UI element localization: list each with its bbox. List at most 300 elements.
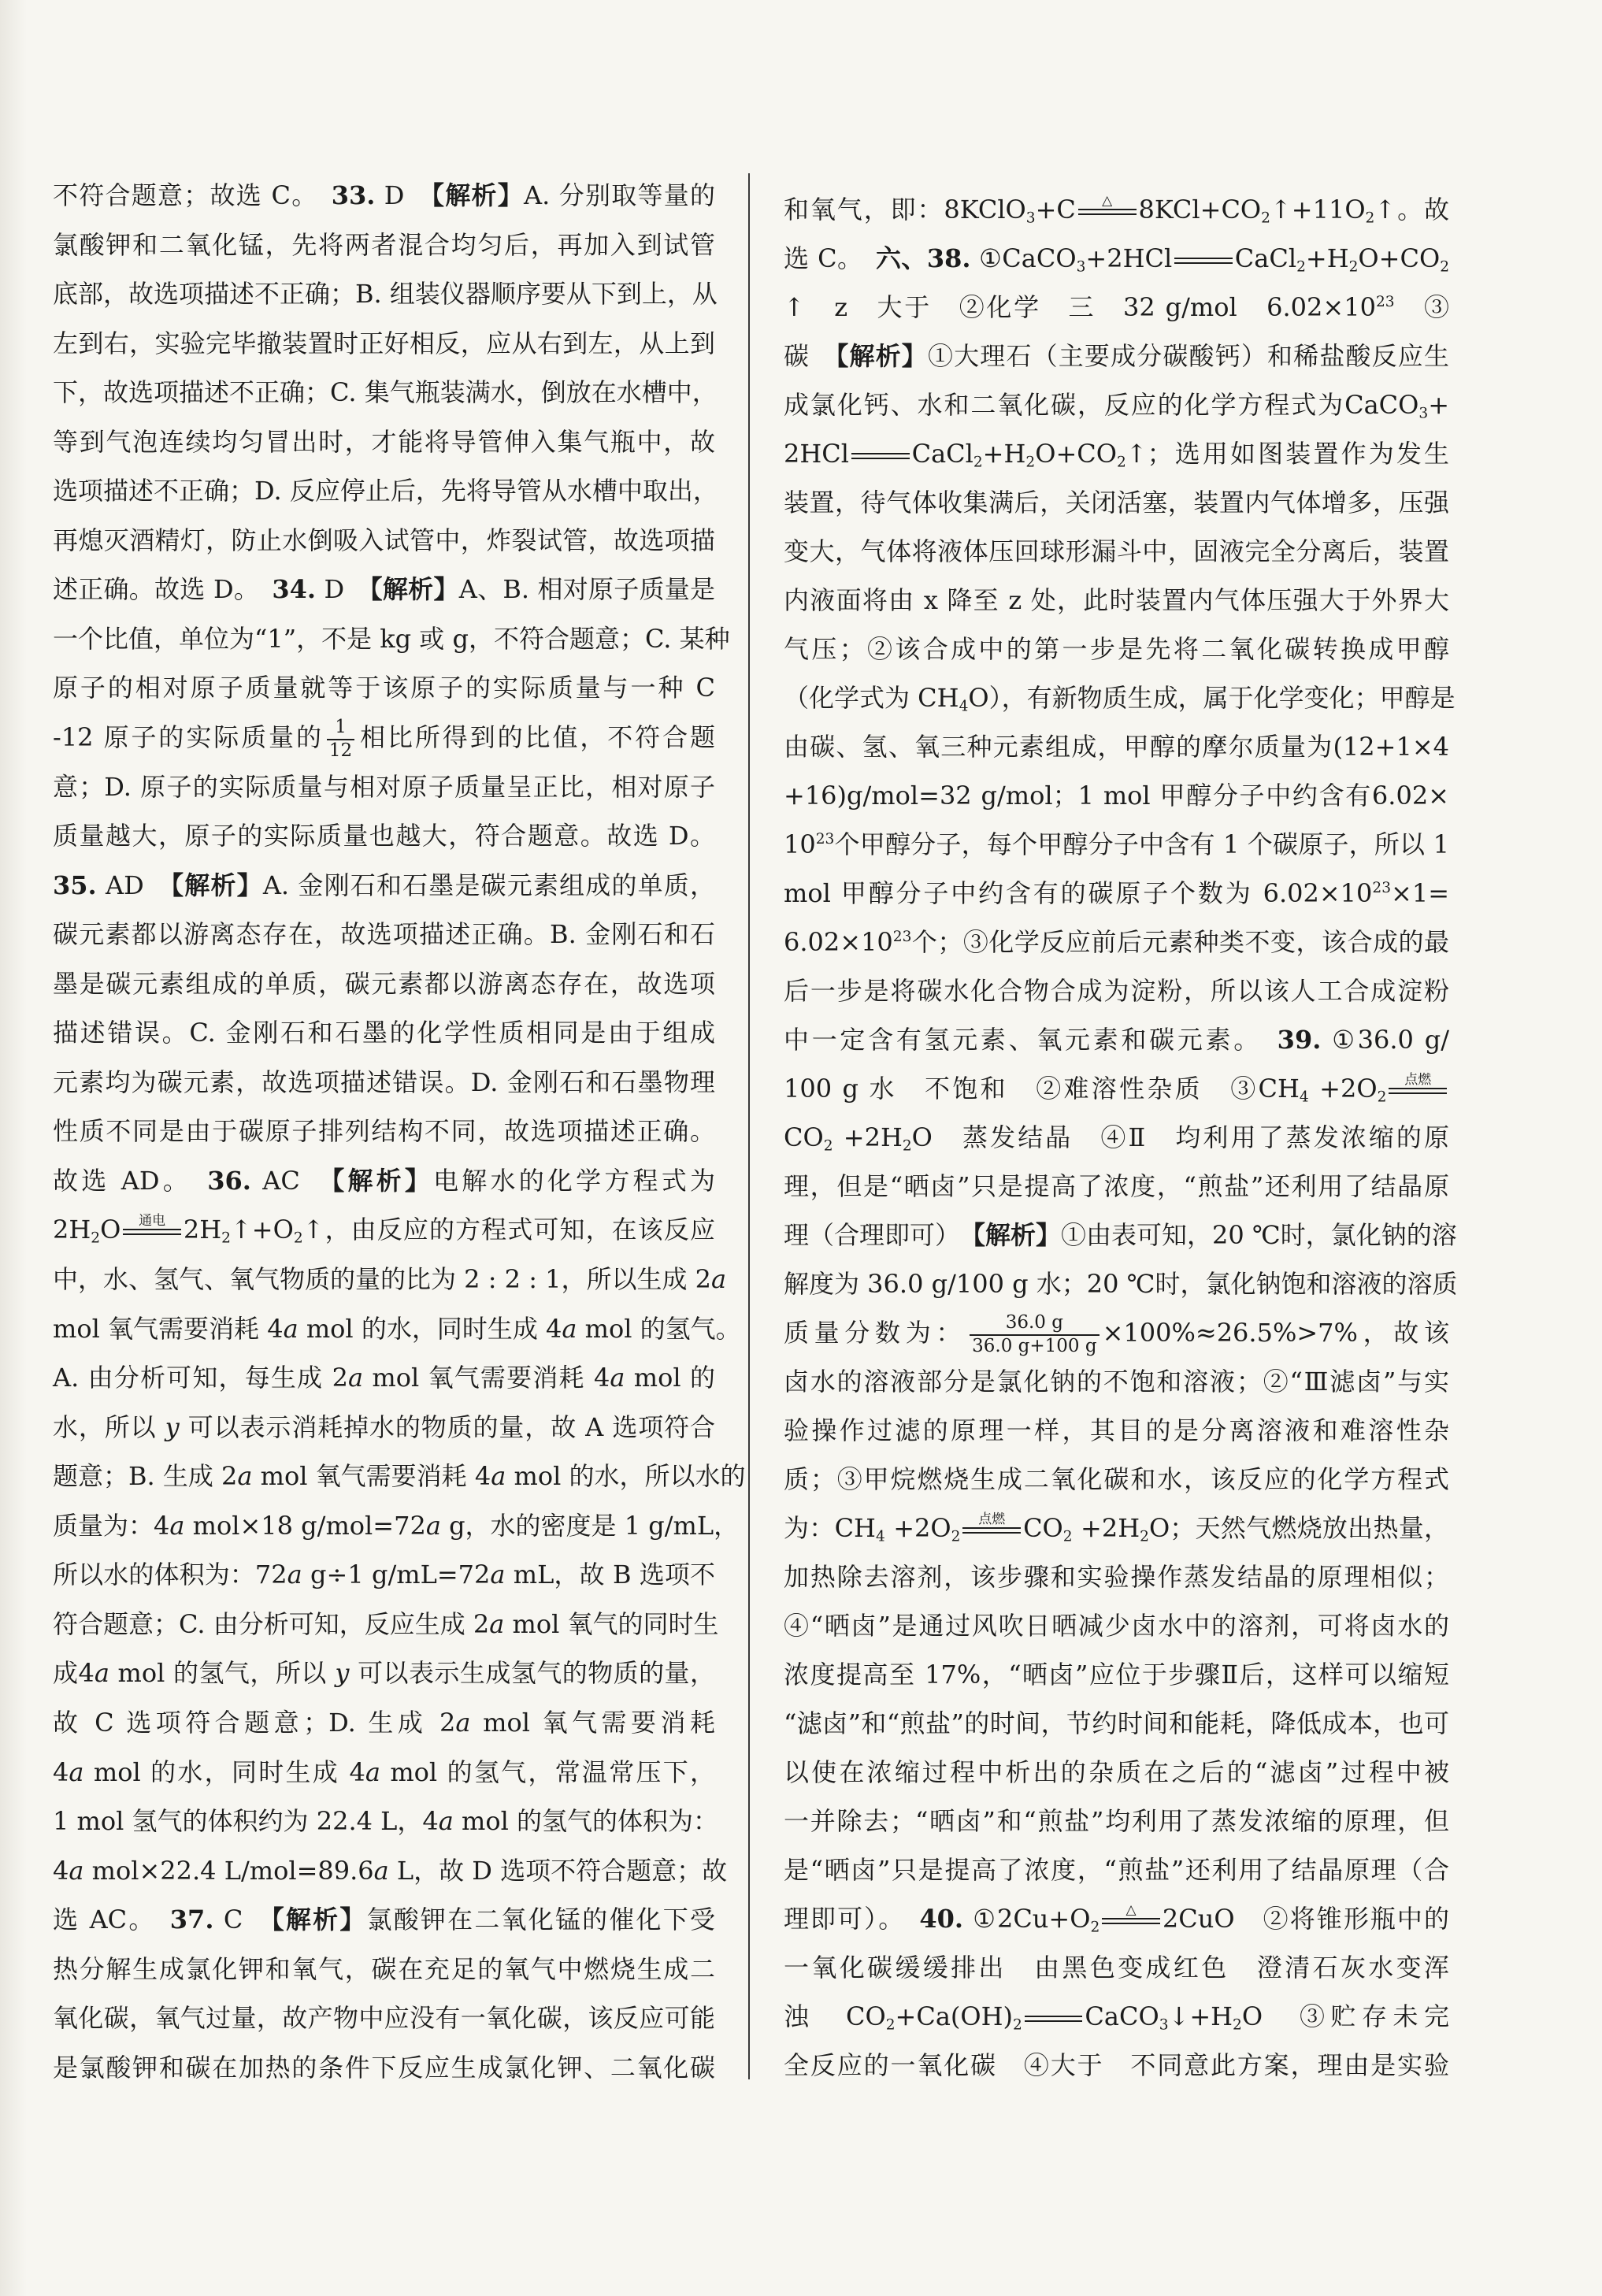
text-run: 不符合题意；故选 C。 bbox=[53, 180, 332, 210]
double-line bbox=[962, 1527, 1021, 1534]
text-run: 描述错误。C. 金刚石和石墨的化学性质相同是由于组成 bbox=[53, 1018, 715, 1048]
text-run: 4 bbox=[53, 1756, 69, 1787]
italic-variable: a bbox=[373, 1855, 389, 1886]
text-line bbox=[53, 1452, 746, 1501]
text-run: 可以表示生成氢气的物质的量， bbox=[349, 1658, 715, 1689]
subscript: 2 bbox=[1261, 210, 1270, 227]
text-line bbox=[53, 1353, 715, 1403]
text-run: ↑，由反应的方程式可知，在该反应 bbox=[302, 1215, 715, 1245]
text-run: ↑ z 大于 ②化学 三 32 g/mol 6.02×10 bbox=[784, 292, 1376, 322]
italic-variable: a bbox=[711, 1264, 727, 1295]
text-run: O+CO bbox=[1358, 243, 1441, 273]
text-run: 一并除去；“晒卤”和“煎盐”均利用了蒸发浓缩的原理，但 bbox=[784, 1806, 1449, 1836]
left-text-column bbox=[53, 171, 746, 2092]
text-run: +C bbox=[1035, 195, 1076, 224]
text-run: 故 C 选项符合题意；D. 生成 2 bbox=[53, 1707, 456, 1738]
text-line bbox=[784, 1162, 1449, 1211]
text-run: 质量分数为： bbox=[784, 1318, 967, 1348]
reaction-condition: △ bbox=[1125, 1901, 1137, 1918]
subscript: 2 bbox=[1377, 1089, 1387, 1106]
bold-label: 【解析】 bbox=[836, 341, 928, 371]
text-line bbox=[784, 625, 1449, 673]
text-run: 水，所以 bbox=[53, 1411, 165, 1442]
text-run: 电解水的化学方程式为 bbox=[433, 1165, 715, 1196]
text-run: CaCl bbox=[1234, 243, 1297, 273]
text-run: +2H bbox=[1072, 1513, 1140, 1543]
text-run: 底部，故选项描述不正确；B. 组装仪器顺序要从下到上，从 bbox=[53, 279, 718, 310]
text-run: 述正确。故选 D。 bbox=[53, 574, 273, 605]
text-run: 质量为：4 bbox=[53, 1510, 170, 1541]
text-run: +H bbox=[1305, 243, 1349, 273]
text-line bbox=[784, 332, 1449, 380]
text-line bbox=[53, 1748, 715, 1797]
reaction-condition: 通电 bbox=[139, 1212, 166, 1229]
text-line bbox=[784, 234, 1449, 283]
text-run: 下，故选项描述不正确；C. 集气瓶装满水，倒放在水槽中， bbox=[53, 377, 718, 408]
text-run: 解度为 36.0 g/100 g 水；20 ℃时，氯化钠饱和溶液的溶质 bbox=[784, 1269, 1458, 1299]
italic-variable: a bbox=[69, 1855, 84, 1886]
text-run: 8KCl+CO bbox=[1138, 195, 1262, 224]
subscript: 2 bbox=[221, 1230, 231, 1248]
italic-variable: a bbox=[169, 1510, 185, 1541]
text-run: mol 的水，所以水的 bbox=[506, 1461, 746, 1492]
text-run: 6.02×10 bbox=[784, 927, 893, 957]
text-line bbox=[784, 1601, 1449, 1650]
bold-label: 34. bbox=[272, 574, 317, 605]
text-run: mol 的 bbox=[625, 1363, 715, 1393]
subscript: 2 bbox=[1116, 454, 1126, 471]
text-run: 意；D. 原子的实际质量与相对原子质量呈正比，相对原子 bbox=[53, 771, 715, 802]
italic-variable: a bbox=[365, 1756, 380, 1787]
subscript: 2 bbox=[293, 1230, 303, 1248]
text-run: 100 g 水 不饱和 ②难溶性杂质 ③CH bbox=[784, 1074, 1300, 1103]
text-line bbox=[784, 2041, 1449, 2090]
text-run: g，水的密度是 1 g/mL， bbox=[440, 1510, 740, 1541]
text-run: 中一定含有氢元素、氧元素和碳元素。 bbox=[784, 1025, 1278, 1055]
double-line bbox=[1025, 2016, 1083, 2022]
text-run: 等到气泡连续均匀冒出时，才能将导管伸入集气瓶中，故 bbox=[53, 426, 715, 457]
text-line bbox=[784, 1308, 1449, 1357]
text-line bbox=[53, 1403, 715, 1452]
text-run: 性质不同是由于碳原子排列结构不同，故选项描述正确。 bbox=[53, 1116, 715, 1147]
text-line bbox=[784, 380, 1449, 429]
text-line bbox=[53, 1107, 715, 1156]
text-run: （化学式为 CH bbox=[784, 683, 959, 713]
text-run: 左到右，实验完毕撤装置时正好相反，应从右到左，从上到 bbox=[53, 328, 715, 358]
subscript: 2 bbox=[1348, 258, 1359, 276]
text-run: 理（合理即可） bbox=[784, 1220, 973, 1250]
text-line bbox=[53, 910, 715, 959]
subscript: 2 bbox=[1025, 454, 1036, 471]
subscript: 2 bbox=[1062, 1528, 1073, 1545]
fraction-denominator: 12 bbox=[328, 740, 353, 761]
text-run: 再熄灭酒精灯，防止水倒吸入试管中，炸裂试管，故选项描 bbox=[53, 525, 715, 555]
text-line bbox=[784, 1064, 1449, 1113]
text-run: AD bbox=[96, 870, 172, 900]
text-run: 氯酸钾和二氧化锰，先将两者混合均匀后，再加入到试管 bbox=[53, 229, 715, 260]
text-line bbox=[53, 1550, 715, 1600]
bold-label: 33. bbox=[331, 180, 376, 210]
text-line bbox=[53, 1058, 715, 1107]
text-line bbox=[53, 1008, 715, 1058]
text-run: 1 mol 氢气的体积约为 22.4 L，4 bbox=[53, 1806, 439, 1837]
reaction-equals-sign bbox=[1174, 248, 1233, 273]
bold-label: 【解析】 bbox=[171, 870, 263, 900]
text-run: 理即可）。 bbox=[784, 1904, 920, 1934]
text-line bbox=[53, 417, 715, 467]
bold-label: 36. bbox=[207, 1165, 251, 1196]
bold-label: 40. bbox=[919, 1904, 963, 1934]
bold-label: 【解析】 bbox=[431, 180, 524, 210]
text-line bbox=[53, 565, 715, 614]
double-line bbox=[851, 453, 910, 459]
text-run: A. 分别取等量的 bbox=[523, 180, 715, 210]
text-line bbox=[784, 1504, 1449, 1552]
text-run: +2HCl bbox=[1085, 243, 1173, 273]
text-run: 质量越大，原子的实际质量也越大，符合题意。故选 D。 bbox=[53, 821, 715, 851]
text-run: 2HCl bbox=[784, 439, 849, 469]
text-line bbox=[53, 319, 715, 369]
text-run: A. 金刚石和石墨是碳元素组成的单质， bbox=[262, 870, 715, 900]
text-run: mol 的氢气。 bbox=[577, 1313, 741, 1344]
double-line bbox=[1389, 1088, 1447, 1094]
text-run: +Ca(OH) bbox=[895, 2001, 1013, 2031]
text-run: CO bbox=[784, 1122, 824, 1152]
text-line bbox=[784, 1259, 1458, 1308]
text-line bbox=[784, 869, 1449, 918]
text-run: 所以水的体积为：72 bbox=[53, 1560, 287, 1590]
text-line bbox=[784, 722, 1449, 771]
double-line bbox=[1078, 209, 1137, 215]
text-run: ①由表可知，20 ℃时，氯化钠的溶 bbox=[1061, 1220, 1457, 1250]
text-line bbox=[53, 1895, 715, 1945]
text-run: 氯酸钾在二氧化锰的催化下受 bbox=[366, 1905, 715, 1935]
text-line bbox=[53, 614, 730, 664]
superscript: 23 bbox=[892, 928, 912, 945]
text-line bbox=[784, 185, 1449, 234]
text-line bbox=[784, 429, 1449, 478]
subscript: 3 bbox=[1025, 210, 1036, 227]
text-run: D bbox=[316, 574, 370, 605]
subscript: 3 bbox=[1159, 2016, 1169, 2034]
bold-label: 35. bbox=[53, 870, 97, 900]
bold-label: 六、38. bbox=[875, 243, 971, 273]
text-line bbox=[784, 673, 1456, 722]
text-run: 选 C。 bbox=[784, 243, 876, 273]
text-run: mol×22.4 L/mol=89.6 bbox=[83, 1855, 374, 1886]
text-line bbox=[784, 1650, 1449, 1699]
text-line bbox=[784, 1113, 1449, 1162]
text-run: 浓度提高至 17%，“晒卤”应位于步骤Ⅱ后，这样可以缩短 bbox=[784, 1660, 1449, 1690]
text-run: 2CuO ②将锥形瓶中的 bbox=[1162, 1904, 1449, 1934]
text-run: CaCO bbox=[1085, 2001, 1159, 2031]
text-line bbox=[53, 466, 718, 516]
text-run: ×100%≈26.5%>7%，故该 bbox=[1102, 1318, 1449, 1348]
text-line bbox=[53, 1501, 740, 1551]
subscript: 2 bbox=[1013, 2016, 1022, 2034]
text-run: ①大理石（主要成分碳酸钙）和稀盐酸反应生 bbox=[927, 341, 1449, 371]
text-run: C bbox=[213, 1905, 272, 1935]
text-run: ③ bbox=[1394, 292, 1449, 322]
reaction-condition: △ bbox=[1102, 192, 1113, 209]
text-line bbox=[53, 269, 718, 319]
text-run: + bbox=[1428, 390, 1449, 420]
text-run: 墨是碳元素组成的单质，碳元素都以游离态存在，故选项 bbox=[53, 968, 715, 999]
fraction bbox=[970, 1313, 1099, 1356]
text-run: +2O bbox=[1308, 1074, 1378, 1103]
text-run: L，故 D 选项不符合题意；故 bbox=[388, 1855, 728, 1886]
text-run: 理，但是“晒卤”只是提高了浓度，“煎盐”还利用了结晶原 bbox=[784, 1171, 1449, 1201]
text-run: ④“晒卤”是通过风吹日晒减少卤水中的溶剂，可将卤水的 bbox=[784, 1611, 1449, 1641]
italic-variable: y bbox=[165, 1411, 180, 1442]
text-line bbox=[784, 1455, 1449, 1504]
text-run: AC bbox=[250, 1165, 332, 1196]
text-line bbox=[784, 966, 1449, 1015]
subscript: 3 bbox=[1418, 405, 1429, 422]
text-run: ↑；选用如图装置作为发生 bbox=[1125, 439, 1449, 469]
text-line bbox=[53, 1649, 715, 1698]
text-run: mol×18 g/mol=72 bbox=[184, 1510, 426, 1541]
text-line bbox=[784, 1357, 1449, 1406]
text-line bbox=[784, 1748, 1449, 1797]
text-line bbox=[784, 576, 1449, 625]
fraction-numerator: 36.0 g bbox=[970, 1313, 1099, 1335]
italic-variable: a bbox=[438, 1806, 454, 1837]
text-run: 后一步是将碳水化合物合成为淀粉，所以该人工合成淀粉 bbox=[784, 976, 1449, 1006]
text-run: 气压；②该合成中的第一步是先将二氧化碳转换成甲醇 bbox=[784, 634, 1449, 664]
italic-variable: a bbox=[347, 1363, 364, 1393]
text-line bbox=[53, 959, 715, 1009]
text-run: 全反应的一氧化碳 ④大于 不同意此方案，理由是实验 bbox=[784, 2050, 1449, 2080]
reaction-equals-sign bbox=[123, 1212, 181, 1244]
text-run: 故选 AD。 bbox=[53, 1165, 208, 1196]
text-line bbox=[53, 1698, 715, 1748]
subscript: 2 bbox=[1233, 2016, 1242, 2034]
text-line bbox=[784, 1797, 1449, 1845]
text-run: O 蒸发结晶 ④Ⅱ 均利用了蒸发浓缩的原 bbox=[911, 1122, 1449, 1152]
text-run: 原子的相对原子质量就等于该原子的实际质量与一种 C bbox=[53, 673, 715, 703]
text-run: 符合题意；C. 由分析可知，反应生成 2 bbox=[53, 1608, 490, 1639]
reaction-equals-sign bbox=[962, 1511, 1021, 1543]
text-line bbox=[784, 820, 1449, 869]
text-run: CO bbox=[1023, 1513, 1063, 1543]
text-run: O ③贮存未完 bbox=[1241, 2001, 1449, 2031]
text-run: 个；③化学反应前后元素种类不变，该合成的最 bbox=[911, 927, 1449, 957]
text-run: ①36.0 g/ bbox=[1321, 1025, 1449, 1055]
italic-variable: a bbox=[562, 1313, 577, 1344]
subscript: 2 bbox=[1296, 258, 1306, 276]
text-line bbox=[53, 516, 715, 566]
text-run: 一个比值，单位为“1”，不是 kg 或 g，不符合题意；C. 某种 bbox=[53, 623, 730, 654]
text-line bbox=[784, 1015, 1449, 1064]
reaction-equals-sign bbox=[1389, 1071, 1447, 1103]
subscript: 2 bbox=[885, 2016, 896, 2034]
italic-variable: a bbox=[237, 1461, 253, 1492]
text-run: ↑+O bbox=[230, 1215, 294, 1245]
subscript: 2 bbox=[902, 1137, 912, 1155]
text-run: 10 bbox=[784, 829, 816, 859]
text-run: 题意；B. 生成 2 bbox=[53, 1461, 238, 1492]
double-line bbox=[1174, 258, 1233, 264]
text-run: 是氯酸钾和碳在加热的条件下反应生成氯化钾、二氧化碳 bbox=[53, 2052, 715, 2083]
text-line bbox=[53, 861, 715, 911]
bold-label: 【解析】 bbox=[332, 1165, 434, 1196]
text-run: 加热除去溶剂，该步骤和实验操作蒸发结晶的原理相似； bbox=[784, 1562, 1449, 1592]
text-run: A. 由分析可知，每生成 2 bbox=[53, 1363, 348, 1393]
text-run: “滤卤”和“煎盐”的时间，节约时间和能耗，降低成本，也可 bbox=[784, 1708, 1449, 1738]
text-run: 2H bbox=[53, 1215, 91, 1245]
subscript: 2 bbox=[1365, 210, 1375, 227]
subscript: 4 bbox=[1299, 1089, 1309, 1106]
text-line bbox=[53, 1304, 741, 1354]
text-run: 变大，气体将液体压回球形漏斗中，固液完全分离后，装置 bbox=[784, 536, 1449, 566]
text-line bbox=[784, 1894, 1449, 1943]
text-line bbox=[784, 1552, 1449, 1601]
italic-variable: a bbox=[283, 1313, 299, 1344]
reaction-condition: 点燃 bbox=[978, 1511, 1006, 1527]
bold-label: 【解析】 bbox=[369, 574, 459, 605]
text-run: mol 甲醇分子中约含有的碳原子个数为 6.02×10 bbox=[784, 878, 1373, 908]
text-run: 和氧气，即：8KClO bbox=[784, 195, 1026, 224]
italic-variable: a bbox=[425, 1510, 441, 1541]
text-run: ↓+H bbox=[1168, 2001, 1233, 2031]
text-run: 4 bbox=[53, 1855, 69, 1886]
italic-variable: a bbox=[610, 1363, 625, 1393]
reaction-equals-sign bbox=[851, 443, 910, 469]
reaction-condition: 点燃 bbox=[1404, 1071, 1432, 1088]
text-run: 碳元素都以游离态存在，故选项描述正确。B. 金刚石和石 bbox=[53, 919, 715, 950]
text-run: ①CaCO bbox=[970, 243, 1077, 273]
italic-variable: a bbox=[94, 1658, 109, 1689]
subscript: 2 bbox=[91, 1230, 101, 1248]
text-run: +2H bbox=[833, 1122, 903, 1152]
reaction-equals-sign bbox=[1025, 2006, 1083, 2031]
italic-variable: a bbox=[491, 1461, 506, 1492]
text-run: 相比所得到的比值，不符合题 bbox=[358, 722, 715, 753]
text-line bbox=[53, 1846, 728, 1896]
text-run: ①2Cu+O bbox=[963, 1904, 1091, 1934]
reaction-equals-sign bbox=[1102, 1901, 1160, 1934]
text-run: 成4 bbox=[53, 1658, 95, 1689]
text-line bbox=[53, 1600, 719, 1649]
text-run: 为：CH bbox=[784, 1513, 876, 1543]
text-run: O；天然气燃烧放出热量， bbox=[1148, 1513, 1450, 1543]
text-run: 由碳、氢、氧三种元素组成，甲醇的摩尔质量为(12+1×4 bbox=[784, 732, 1449, 762]
text-run: 装置，待气体收集满后，关闭活塞，装置内气体增多，压强 bbox=[784, 488, 1449, 517]
text-run: mol 的水，同时生成 4 bbox=[298, 1313, 562, 1344]
text-run: O bbox=[100, 1215, 121, 1245]
text-run: mol 氧气需要消耗 4 bbox=[363, 1363, 610, 1393]
text-run: mol 氧气的同时生 bbox=[504, 1608, 719, 1639]
subscript: 4 bbox=[959, 698, 969, 715]
text-line bbox=[784, 527, 1449, 576]
subscript: 2 bbox=[1090, 1919, 1100, 1936]
double-line bbox=[123, 1229, 181, 1235]
text-line bbox=[784, 1406, 1449, 1455]
text-run: mol 氧气需要消耗 4 bbox=[252, 1461, 491, 1492]
text-run: mol 氧气需要消耗 4 bbox=[53, 1313, 284, 1344]
italic-variable: y bbox=[335, 1658, 350, 1689]
superscript: 23 bbox=[815, 830, 835, 848]
text-line bbox=[53, 713, 715, 762]
superscript: 23 bbox=[1372, 879, 1392, 896]
text-run: A、B. 相对原子质量是 bbox=[458, 574, 715, 605]
italic-variable: a bbox=[490, 1560, 506, 1590]
bold-label: 37. bbox=[169, 1905, 214, 1935]
bold-label: 39. bbox=[1277, 1025, 1322, 1055]
text-run: mol 的氢气的体积为： bbox=[453, 1806, 719, 1837]
fraction bbox=[327, 718, 354, 761]
text-run: +H bbox=[982, 439, 1026, 469]
text-line bbox=[784, 771, 1449, 820]
fraction-denominator: 36.0 g+100 g bbox=[972, 1335, 1097, 1356]
text-run: mol 氧气需要消耗 bbox=[470, 1707, 715, 1738]
text-line bbox=[53, 1994, 715, 2043]
text-line bbox=[53, 811, 715, 861]
text-run: 元素均为碳元素，故选项描述错误。D. 金刚石和石墨物理 bbox=[53, 1066, 715, 1097]
double-line bbox=[1102, 1918, 1160, 1924]
subscript: 2 bbox=[973, 454, 983, 471]
text-line bbox=[53, 1797, 719, 1846]
subscript: 2 bbox=[1440, 258, 1449, 276]
text-line bbox=[784, 283, 1449, 332]
text-run: 中，水、氢气、氧气物质的量的比为 2 : 2 : 1，所以生成 2 bbox=[53, 1264, 712, 1295]
superscript: 23 bbox=[1375, 293, 1395, 310]
text-line bbox=[53, 2043, 715, 2093]
text-run: mL，故 B 选项不 bbox=[505, 1560, 715, 1590]
subscript: 2 bbox=[823, 1137, 833, 1155]
italic-variable: a bbox=[455, 1707, 471, 1738]
text-run: ↑+11O bbox=[1270, 195, 1366, 224]
text-run: 可以表示消耗掉水的物质的量，故 A 选项符合 bbox=[179, 1411, 715, 1442]
text-line bbox=[784, 478, 1449, 527]
italic-variable: a bbox=[489, 1608, 505, 1639]
text-run: 质；③甲烷燃烧生成二氧化碳和水，该反应的化学方程式 bbox=[784, 1464, 1449, 1494]
bold-label: 【解析】 bbox=[973, 1220, 1062, 1250]
text-run: 氧化碳，氧气过量，故产物中应没有一氧化碳，该反应可能 bbox=[53, 2003, 715, 2034]
text-line bbox=[784, 1845, 1449, 1894]
text-run: D bbox=[375, 180, 432, 210]
text-run: CaCl bbox=[911, 439, 973, 469]
text-run: 内液面将由 x 降至 z 处，此时装置内气体压强大于外界大 bbox=[784, 585, 1449, 615]
text-run: 碳 bbox=[784, 341, 836, 371]
text-run: 成氯化钙、水和二氧化碳，反应的化学方程式为CaCO bbox=[784, 390, 1419, 420]
text-run: 以使在浓缩过程中析出的杂质在之后的“滤卤”过程中被 bbox=[784, 1757, 1449, 1787]
text-line bbox=[53, 1945, 715, 1994]
text-run: -12 原子的实际质量的 bbox=[53, 722, 324, 753]
subscript: 4 bbox=[875, 1528, 885, 1545]
text-line bbox=[784, 1943, 1449, 1992]
subscript: 3 bbox=[1076, 258, 1086, 276]
text-line bbox=[784, 1992, 1449, 2041]
text-run: mol 的水，同时生成 4 bbox=[83, 1756, 365, 1787]
text-run: 2H bbox=[183, 1215, 222, 1245]
text-line bbox=[784, 1211, 1457, 1259]
text-run: 个甲醇分子，每个甲醇分子中含有 1 个碳原子，所以 1 bbox=[834, 829, 1449, 859]
right-text-column bbox=[784, 185, 1458, 2090]
subscript: 2 bbox=[1140, 1528, 1149, 1545]
text-line bbox=[53, 171, 715, 221]
text-run: 验操作过滤的原理一样，其目的是分离溶液和难溶性杂 bbox=[784, 1415, 1449, 1445]
text-line bbox=[784, 918, 1449, 966]
text-line bbox=[53, 368, 718, 417]
text-run: O+CO bbox=[1035, 439, 1117, 469]
text-run: +16)g/mol=32 g/mol；1 mol 甲醇分子中约含有6.02× bbox=[784, 781, 1449, 810]
text-line bbox=[53, 1255, 727, 1304]
reaction-equals-sign bbox=[1078, 192, 1137, 224]
text-line bbox=[53, 1156, 715, 1206]
text-line bbox=[784, 1699, 1449, 1748]
